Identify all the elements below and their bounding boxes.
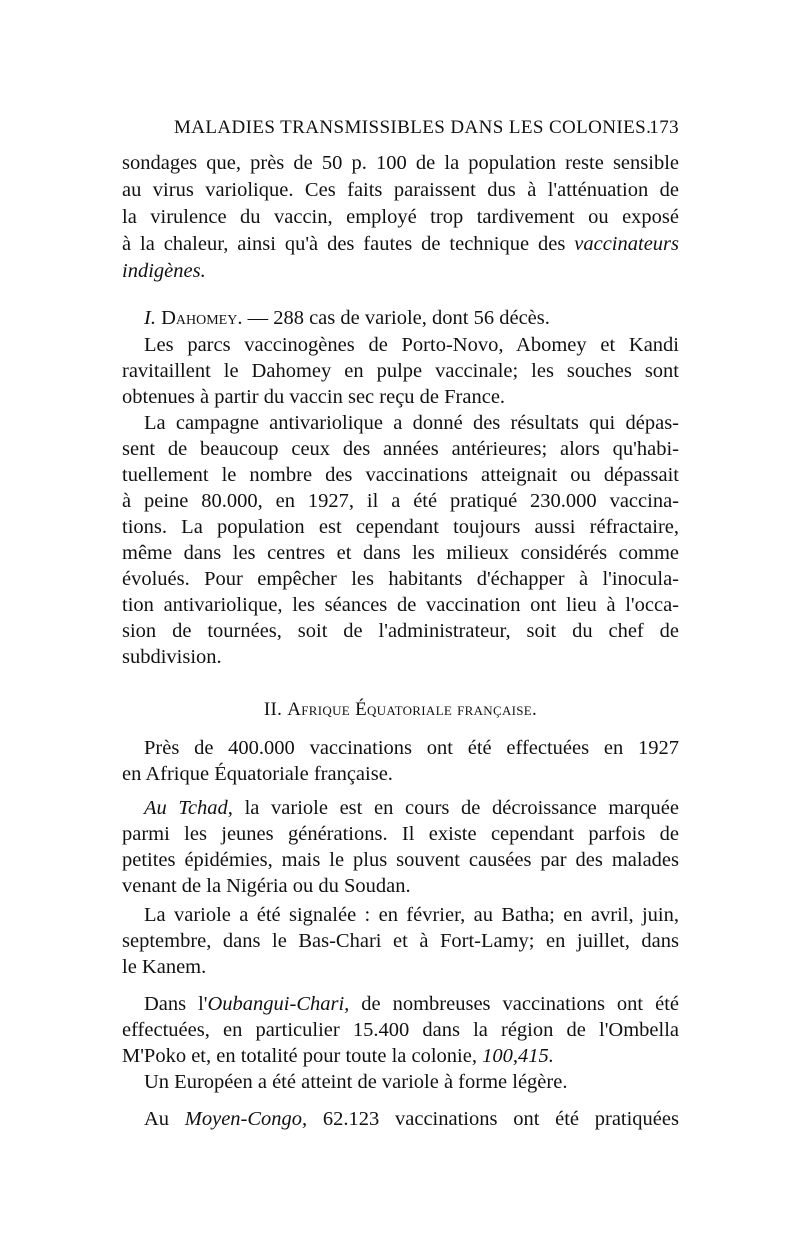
text-line: au virus variolique. Ces faits paraissent dus à l'atténuation de <box>122 179 679 201</box>
text-line: Les parcs vaccinogènes de Porto-Novo, Abomey et Kandi <box>144 334 679 356</box>
text-line <box>122 231 679 257</box>
text-span: — 288 cas de variole, dont 56 décès. <box>242 307 550 329</box>
text-line <box>122 795 679 821</box>
text-line: tuellement le nombre des vaccinations atteignait ou dépassait <box>122 464 679 486</box>
section-heading-dahomey <box>122 305 679 331</box>
section-name: Dahomey. <box>161 307 243 329</box>
text-span: Dans l' <box>144 993 208 1015</box>
text-line: parmi les jeunes générations. Il existe cependant parfois de <box>122 823 679 845</box>
italic-span: 100,415. <box>482 1045 554 1067</box>
text-line: La variole a été signalée : en février, au Batha; en avril, juin, <box>144 904 679 926</box>
text-line: indigènes. <box>122 260 206 282</box>
section-number: II. <box>263 699 288 720</box>
text-line: septembre, dans le Bas-Chari et à Fort-Lamy; en juillet, dans <box>122 930 679 952</box>
text-line: subdivision. <box>122 646 222 668</box>
italic-span: Au Tchad, <box>144 797 233 819</box>
text-line: le Kanem. <box>122 956 207 978</box>
text-line: en Afrique Équatoriale française. <box>122 763 393 785</box>
text-line: obtenues à partir du vaccin sec reçu de France. <box>122 386 506 408</box>
text-line: petites épidémies, mais le plus souvent causées par des malades <box>122 849 679 871</box>
text-line: venant de la Nigéria ou du Soudan. <box>122 875 411 897</box>
text-line: Près de 400.000 vaccinations ont été effectuées en 1927 <box>144 737 679 759</box>
text-span: 62.123 vaccinations ont été pratiquées <box>307 1108 679 1130</box>
text-line <box>122 1043 679 1069</box>
text-line: La campagne antivariolique a donné des résultats qui dépas- <box>144 412 679 434</box>
text-span: la variole est en cours de décroissance marquée <box>232 797 680 819</box>
text-line <box>122 991 679 1017</box>
page-number: 173 <box>649 117 679 138</box>
text-line: même dans les centres et dans les milieux considérés comme <box>122 542 679 564</box>
text-line: sondages que, près de 50 p. 100 de la population reste sensible <box>122 152 679 174</box>
text-line: sion de tournées, soit de l'administrateur, soit du chef de <box>122 620 679 642</box>
italic-span: vaccinateurs <box>574 233 679 255</box>
italic-span: Moyen-Congo, <box>184 1108 308 1130</box>
text-line: tions. La population est cependant toujours aussi réfractaire, <box>122 516 679 538</box>
text-line: Un Européen a été atteint de variole à forme légère. <box>144 1071 568 1093</box>
section-number: I. <box>144 307 162 329</box>
section-name: Afrique Équatoriale française. <box>287 699 538 720</box>
text-span: de nombreuses vaccinations ont été <box>349 993 679 1015</box>
section-heading-aef <box>122 697 679 723</box>
text-span: à la chaleur, ainsi qu'à des fautes de technique des <box>122 233 575 255</box>
text-line <box>122 1106 679 1132</box>
running-title: MALADIES TRANSMISSIBLES DANS LES COLONIES. <box>174 117 652 138</box>
text-span: Au <box>144 1108 185 1130</box>
text-line: ravitaillent le Dahomey en pulpe vaccinale; les souches sont <box>122 360 679 382</box>
text-line: évolués. Pour empêcher les habitants d'échapper à l'inocula- <box>122 568 679 590</box>
text-line: tion antivariolique, les séances de vaccination ont lieu à l'occa- <box>122 594 679 616</box>
text-line: à peine 80.000, en 1927, il a été pratiqué 230.000 vaccina- <box>122 490 679 512</box>
text-line: effectuées, en particulier 15.400 dans la région de l'Ombella <box>122 1019 679 1041</box>
italic-span: Oubangui-Chari, <box>207 993 350 1015</box>
text-line: sent de beaucoup ceux des années antérieures; alors qu'habi- <box>122 438 679 460</box>
text-span: M'Poko et, en totalité pour toute la colonie, <box>122 1045 483 1067</box>
text-line: la virulence du vaccin, employé trop tardivement ou exposé <box>122 206 679 228</box>
